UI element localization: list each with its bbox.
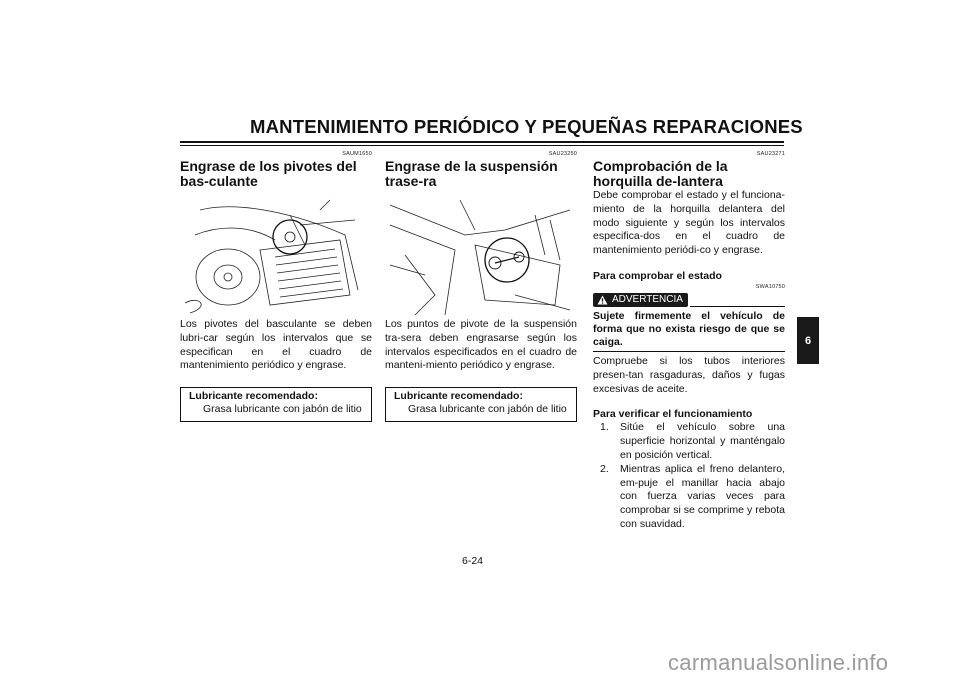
section-code: SAU23250	[548, 151, 577, 157]
check-text: Compruebe si los tubos interiores presen-tan rasgaduras, daños y fugas excesivas de aceite.	[593, 354, 785, 395]
swingarm-illustration	[180, 195, 372, 318]
step-number: 2.	[600, 462, 609, 475]
section-body: Los puntos de pivote de la suspensión tra-sera deben engrasarse según los intervalos especificados en el cuadro de manteni-miento periódico y engrase.	[385, 318, 577, 372]
section-intro: Debe comprobar el estado y el funciona-miento de la horquilla delantera del modo siguiente y según los intervalos especifica-dos en el cuadro de mantenimiento periódi-co y engrase.	[593, 189, 785, 257]
lubricant-value: Grasa lubricante con jabón de litio	[203, 403, 362, 416]
lubricant-label: Lubricante recomendado:	[189, 390, 318, 403]
warning-triangle-icon	[597, 295, 608, 305]
section-code: SAU23271	[756, 151, 785, 157]
section-swingarm	[180, 150, 372, 422]
rear-suspension-illustration	[385, 195, 577, 318]
warning-code: SWA10750	[755, 283, 785, 290]
list-item	[593, 463, 785, 532]
section-heading: Comprobación de la horquilla de-lantera	[593, 158, 728, 189]
page-title: MANTENIMIENTO PERIÓDICO Y PEQUEÑAS REPARACIONES	[250, 116, 803, 137]
steps-list	[593, 421, 785, 531]
step-text: Mientras aplica el freno delantero, em-puje el manillar hacia abajo con fuerza varias veces para comprobar si se comprime y rebota con suavidad.	[620, 462, 785, 530]
step-number: 1.	[600, 421, 609, 434]
subheading-operation: Para verificar el funcionamiento	[593, 408, 753, 421]
section-front-fork	[593, 150, 785, 532]
lubricant-box	[385, 387, 577, 422]
header-rule-thin	[180, 145, 784, 146]
page-number: 6-24	[462, 555, 484, 567]
warning-header	[593, 293, 785, 307]
section-heading: Engrase de la suspensión trase-ra	[385, 158, 558, 189]
warning-rule	[690, 306, 785, 307]
lubricant-value: Grasa lubricante con jabón de litio	[408, 403, 567, 416]
list-item	[593, 421, 785, 462]
warning-badge	[593, 293, 688, 307]
watermark: carmanualsonline.info	[668, 650, 889, 675]
header-rule-thick	[180, 141, 784, 143]
chapter-tab: 6	[797, 317, 819, 364]
section-rear-suspension	[385, 150, 577, 422]
section-body: Los pivotes del basculante se deben lubri-car según los intervalos que se especifican en el cuadro de mantenimiento periódico y engrase.	[180, 318, 372, 372]
section-code: SAUM1650	[342, 151, 372, 157]
subheading-condition: Para comprobar el estado	[593, 269, 722, 282]
warning-text: Sujete firmemente el vehículo de forma que no exista riesgo de que se caiga.	[593, 310, 785, 352]
lubricant-box	[180, 387, 372, 422]
lubricant-label: Lubricante recomendado:	[394, 390, 523, 403]
step-text: Sitúe el vehículo sobre una superficie horizontal y manténgalo en posición vertical.	[620, 421, 785, 461]
section-heading: Engrase de los pivotes del bas-culante	[180, 158, 357, 189]
warning-label: ADVERTENCIA	[612, 293, 683, 305]
